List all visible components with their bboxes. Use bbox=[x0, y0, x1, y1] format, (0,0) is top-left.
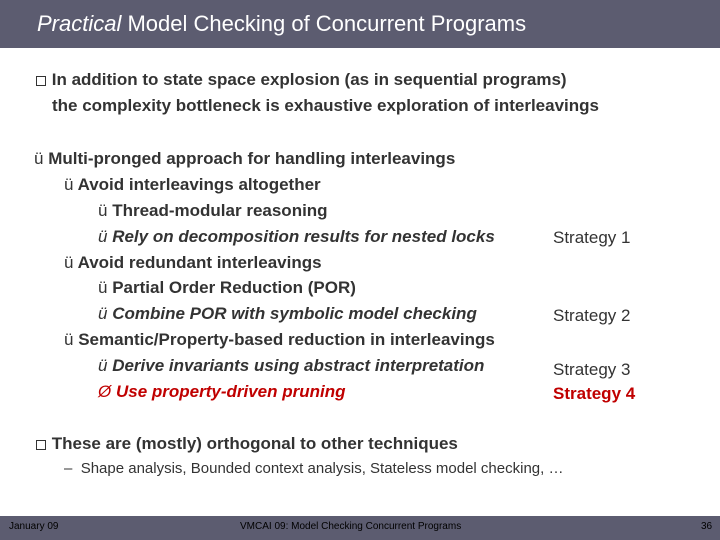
slide-title bbox=[37, 11, 526, 37]
title-bar bbox=[0, 0, 720, 48]
bullet-combine-text: Combine POR with symbolic model checking bbox=[112, 304, 477, 323]
dash-icon: – bbox=[64, 460, 73, 477]
bullet-orthogonal bbox=[36, 434, 458, 454]
check-icon: ü bbox=[98, 201, 108, 220]
strategy-3-label: Strategy 3 bbox=[553, 360, 631, 379]
strategy-4-label: Strategy 4 bbox=[553, 384, 636, 403]
check-icon: ü bbox=[64, 253, 74, 272]
bullet-avoid-all bbox=[64, 175, 321, 195]
bullet-intro bbox=[36, 70, 567, 90]
bullet-rely bbox=[98, 227, 495, 247]
title-italic: Practical bbox=[37, 11, 122, 36]
check-icon: ü bbox=[64, 175, 74, 194]
check-icon: ü bbox=[98, 304, 108, 323]
square-bullet-icon bbox=[36, 76, 46, 86]
bullet-por bbox=[98, 278, 356, 298]
footer-venue: VMCAI 09: Model Checking Concurrent Programs bbox=[240, 521, 462, 532]
bullet-rely-text: Rely on decomposition results for nested locks bbox=[112, 227, 495, 246]
check-icon: ü bbox=[64, 330, 74, 349]
strategy-2-label: Strategy 2 bbox=[553, 306, 631, 325]
sub-bullet-other-text: Shape analysis, Bounded context analysis, Stateless model checking, … bbox=[80, 460, 564, 477]
check-icon: ü bbox=[98, 356, 108, 375]
bullet-pruning bbox=[98, 382, 346, 402]
bullet-semantic-text: Semantic/Property-based reduction in interleavings bbox=[78, 330, 495, 349]
footer-page-number: 36 bbox=[701, 521, 713, 532]
bullet-semantic bbox=[64, 330, 495, 350]
bullet-orthogonal-text: These are (mostly) orthogonal to other techniques bbox=[51, 434, 458, 453]
bullet-thread-modular-text: Thread-modular reasoning bbox=[112, 201, 328, 220]
strategy-1-label: Strategy 1 bbox=[553, 228, 631, 247]
footer-bar bbox=[0, 516, 720, 540]
bullet-multi bbox=[34, 149, 455, 169]
bullet-avoid-redundant-text: Avoid redundant interleavings bbox=[77, 253, 322, 272]
check-icon: ü bbox=[98, 227, 108, 246]
bullet-avoid-redundant bbox=[64, 253, 322, 273]
bullet-derive-text: Derive invariants using abstract interpretation bbox=[112, 356, 485, 375]
bullet-intro-cont: the complexity bottleneck is exhaustive exploration of interleavings bbox=[52, 96, 599, 115]
bullet-thread-modular bbox=[98, 201, 328, 221]
footer-date: January 09 bbox=[9, 521, 59, 532]
bullet-multi-text: Multi-pronged approach for handling interleavings bbox=[48, 149, 456, 168]
square-bullet-icon bbox=[36, 440, 46, 450]
bullet-combine bbox=[98, 304, 477, 324]
bullet-avoid-all-text: Avoid interleavings altogether bbox=[77, 175, 321, 194]
bullet-intro-line1: In addition to state space explosion (as in sequential programs) bbox=[51, 70, 567, 89]
bullet-por-text: Partial Order Reduction (POR) bbox=[112, 278, 356, 297]
bullet-derive bbox=[98, 356, 484, 376]
check-icon: ü bbox=[34, 149, 44, 168]
arrow-bullet-icon: Ø bbox=[98, 382, 112, 401]
bullet-pruning-text: Use property-driven pruning bbox=[115, 382, 346, 401]
sub-bullet-other bbox=[64, 459, 563, 479]
check-icon: ü bbox=[98, 278, 108, 297]
title-rest: Model Checking of Concurrent Programs bbox=[121, 11, 527, 36]
